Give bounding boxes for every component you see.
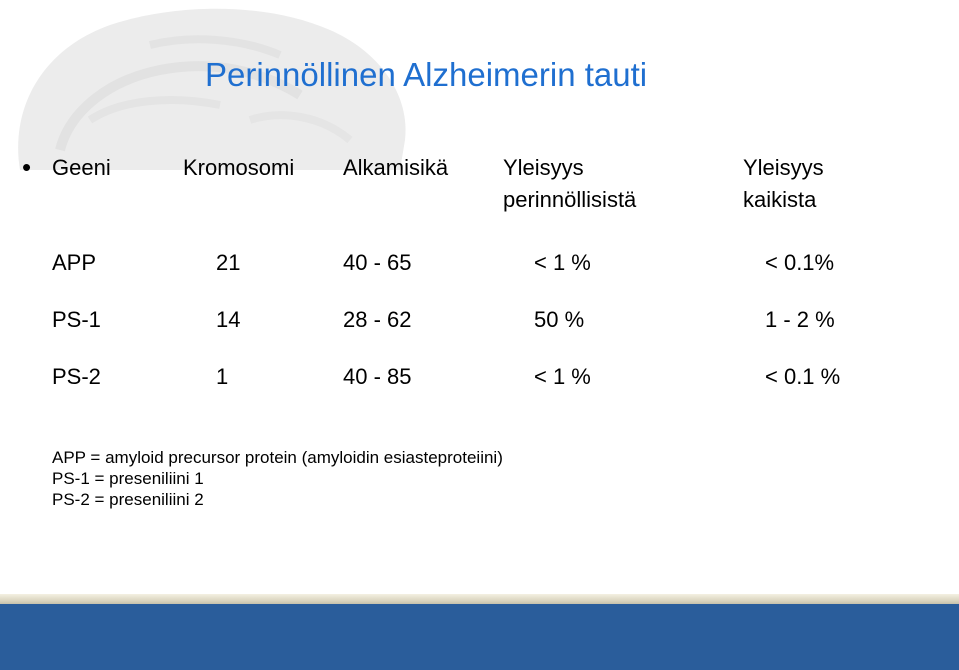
footnotes (52, 447, 503, 510)
footer-band (0, 594, 959, 670)
header-yleisyys-kaikista: Yleisyys (743, 155, 824, 180)
table-cell: < 1 % (534, 250, 591, 275)
table-cell: 40 - 65 (343, 250, 412, 275)
header-geeni: Geeni (52, 155, 111, 180)
table-cell: PS-1 (52, 307, 101, 332)
table-cell: < 0.1 % (765, 364, 841, 389)
table-cell: 28 - 62 (343, 307, 412, 332)
table-cell: 1 - 2 % (765, 307, 835, 332)
bullet-icon: • (22, 152, 32, 182)
table-cell: 21 (216, 250, 241, 275)
table-cell: 40 - 85 (343, 364, 412, 389)
table-cell: < 1 % (534, 364, 591, 389)
table-cell: < 0.1% (765, 250, 835, 275)
footnote-ps1: PS-1 = preseniliini 1 (52, 469, 204, 488)
footnote-app: APP = amyloid precursor protein (amyloidin esiasteproteiini) (52, 448, 503, 467)
footer-bar (0, 604, 959, 670)
table-cell: 14 (216, 307, 241, 332)
header-yleisyys-kaikista-line2: kaikista (743, 187, 817, 212)
table-cell: 50 % (534, 307, 585, 332)
header-kromosomi: Kromosomi (183, 155, 295, 180)
table-cell: PS-2 (52, 364, 101, 389)
table-cell: 1 (216, 364, 229, 389)
table-cell: APP (52, 250, 97, 275)
slide-title: Perinnöllinen Alzheimerin tauti (205, 56, 648, 93)
header-yleisyys-perinnollisista: Yleisyys (503, 155, 584, 180)
footnote-ps2: PS-2 = preseniliini 2 (52, 490, 204, 509)
header-alkamisika: Alkamisikä (343, 155, 449, 180)
header-yleisyys-perinnollisista-line2: perinnöllisistä (503, 187, 637, 212)
